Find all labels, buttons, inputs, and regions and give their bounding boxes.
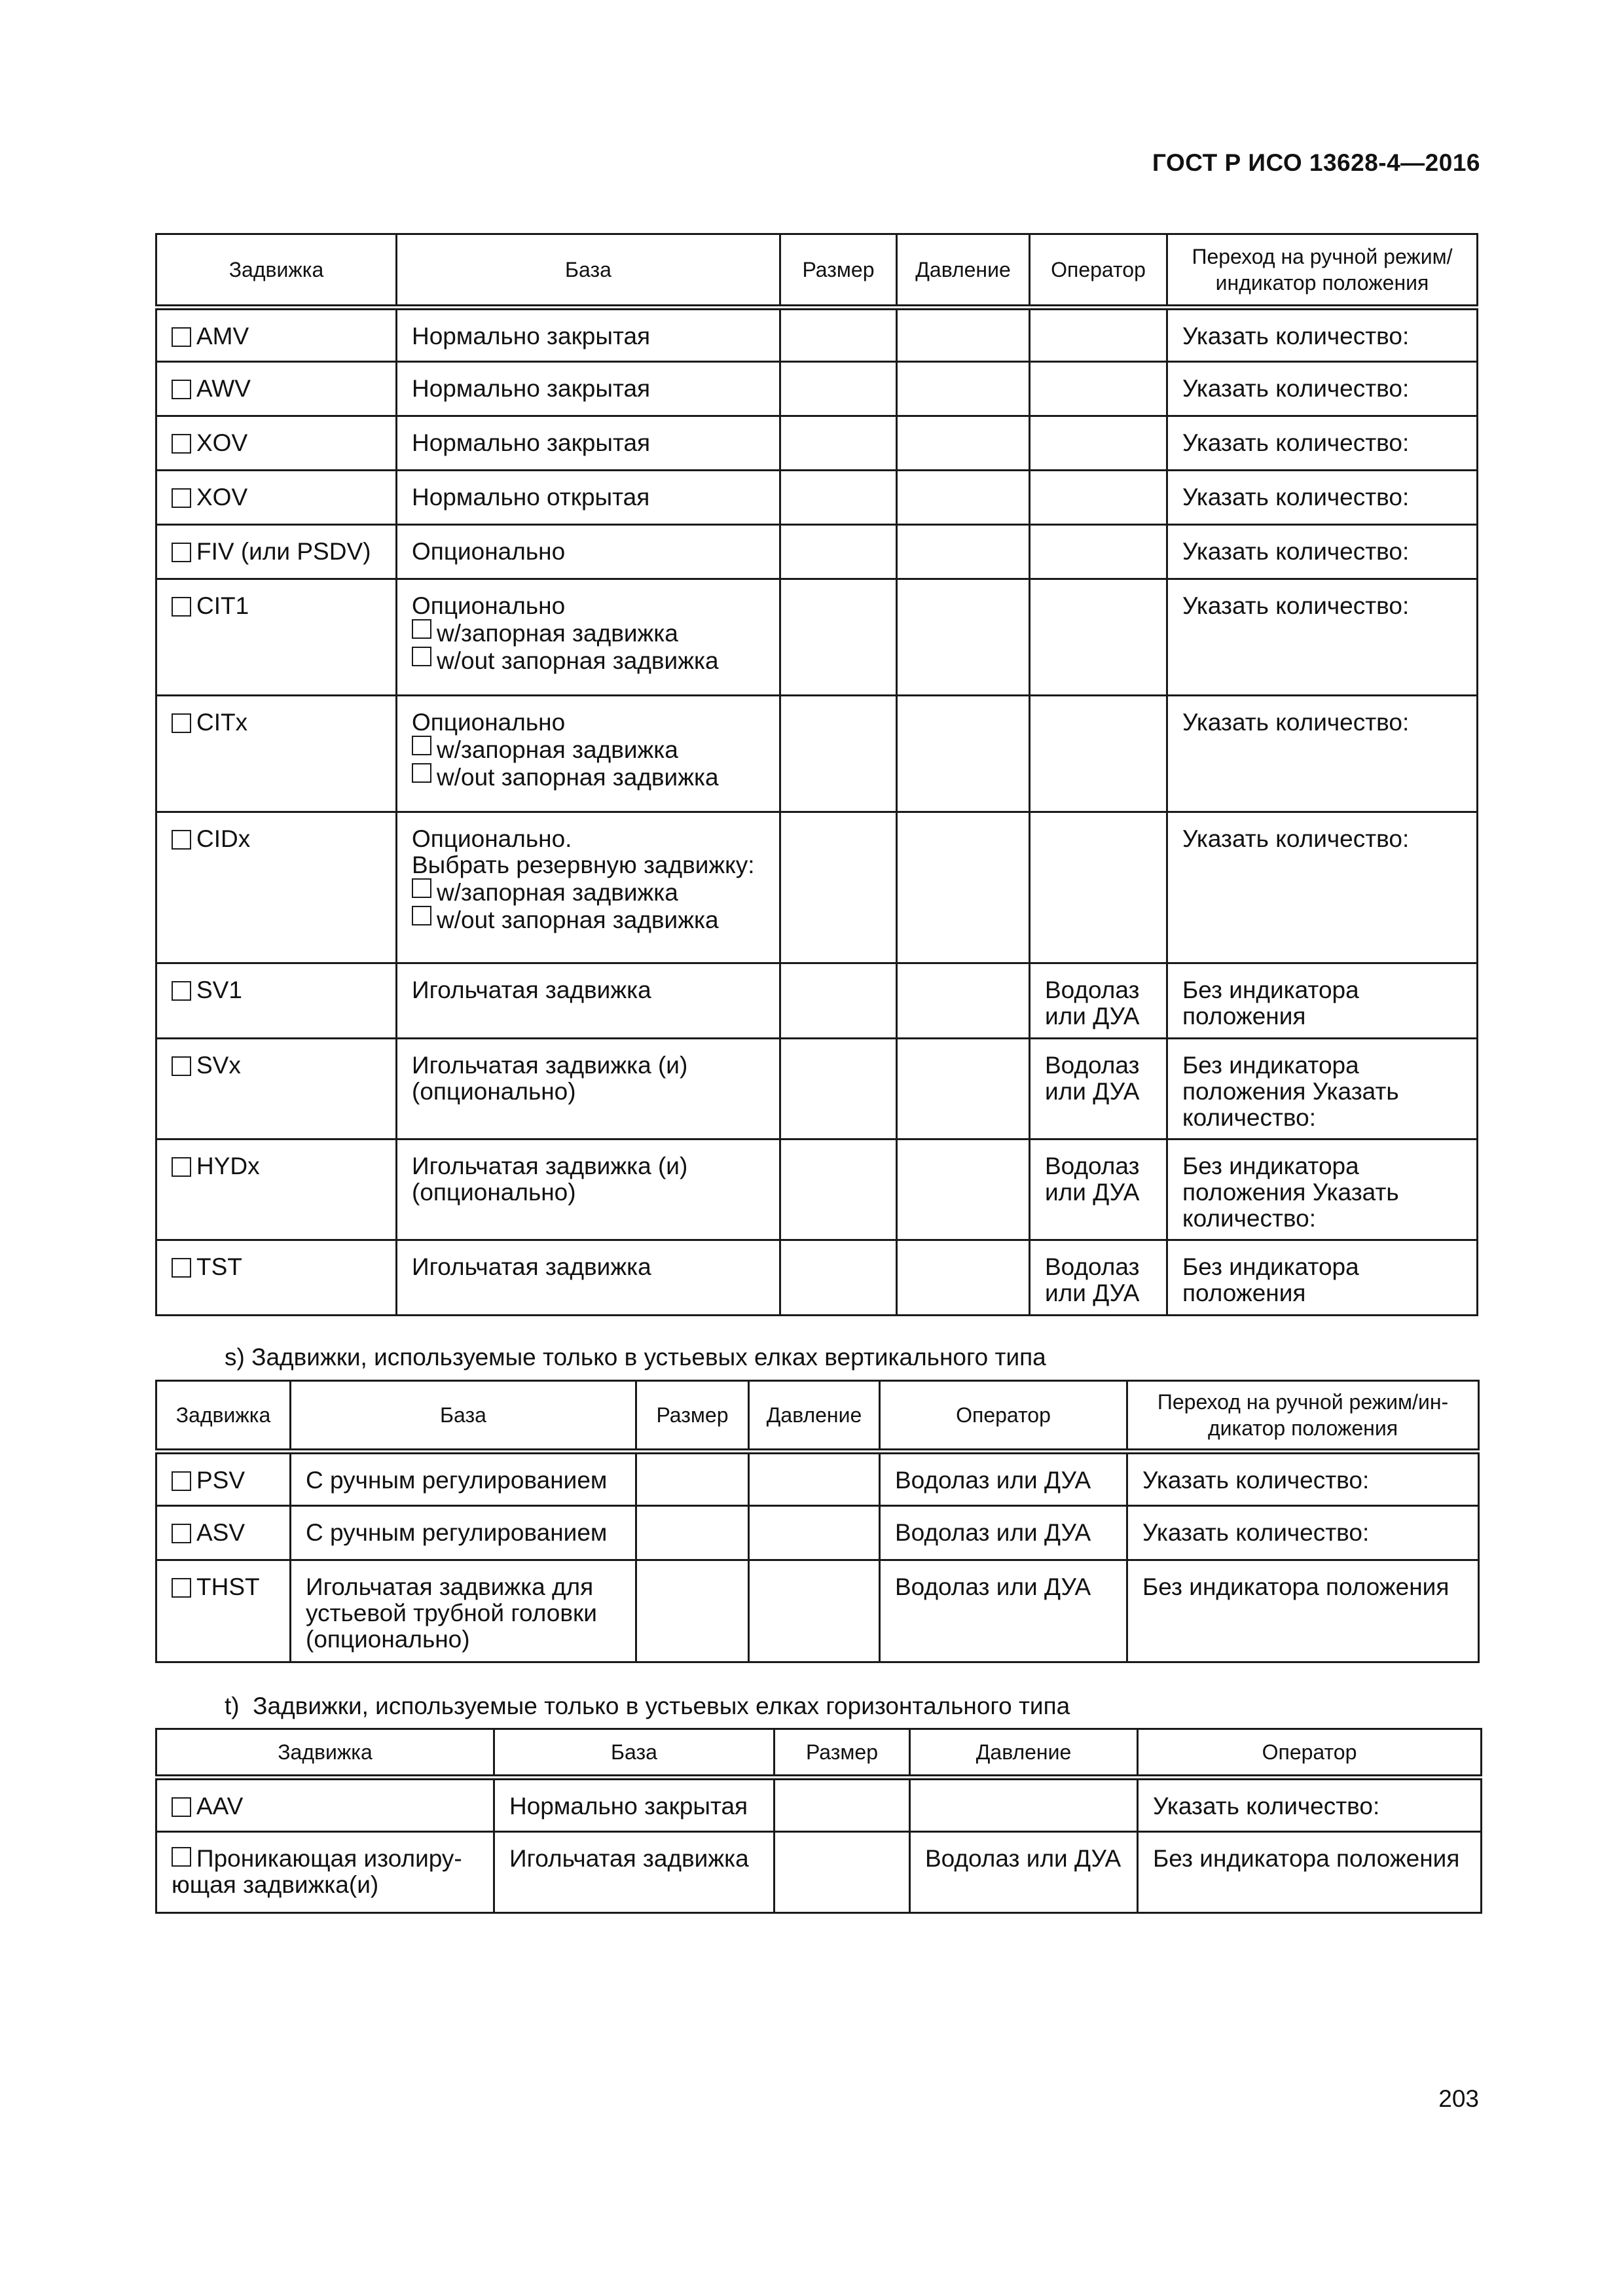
operator-text: Водолаз или ДУА — [895, 1573, 1091, 1600]
checkbox-fiv[interactable] — [172, 543, 191, 562]
base-text: Игольчатая задвижка — [412, 1253, 651, 1280]
valves-table-horizontal — [155, 1728, 1482, 1914]
valve-name: HYDx — [196, 1153, 260, 1179]
pressure-cell[interactable] — [897, 579, 1030, 696]
valve-name: ASV — [196, 1519, 246, 1546]
checkbox-amv[interactable] — [172, 327, 191, 347]
checkbox-awv[interactable] — [172, 380, 191, 399]
pressure-cell[interactable] — [897, 1039, 1030, 1139]
document-header: ГОСТ Р ИСО 13628-4—2016 — [1152, 149, 1480, 176]
col-override-header: Переход на ручной режим/ индикатор положения — [1167, 234, 1478, 308]
pressure-text: Водолаз или ДУА — [925, 1845, 1122, 1872]
table-row — [156, 362, 1478, 416]
base-text: Нормально открытая — [412, 484, 650, 511]
checkbox-xov-closed[interactable] — [172, 434, 191, 454]
col-base-header: База — [494, 1729, 775, 1778]
override-text: Указать количество: — [1182, 484, 1410, 511]
col-valve-header: Задвижка — [156, 1381, 291, 1452]
valve-name: Проникающая изолиру- ющая задвижка(и) — [172, 1845, 462, 1898]
checkbox-asv[interactable] — [172, 1524, 191, 1543]
base-text: Игольчатая задвижка — [509, 1845, 749, 1872]
valve-name: XOV — [196, 429, 248, 456]
checkbox-psv[interactable] — [172, 1471, 191, 1491]
operator-cell[interactable] — [1030, 812, 1167, 963]
valve-name: TST — [196, 1253, 242, 1280]
size-cell[interactable] — [780, 1039, 897, 1139]
pressure-cell[interactable] — [897, 812, 1030, 963]
table-row — [156, 1778, 1482, 1832]
table-row — [156, 579, 1478, 696]
size-cell[interactable] — [780, 696, 897, 812]
override-text: Без индикатора положения — [1182, 977, 1359, 1030]
option-label: w/out запорная задвижка — [437, 647, 719, 674]
table-row — [156, 1832, 1482, 1913]
checkbox-tst[interactable] — [172, 1258, 191, 1278]
pressure-cell[interactable] — [749, 1506, 880, 1560]
base-text: Игольчатая задвижка (и) — [412, 1052, 688, 1079]
operator-cell[interactable] — [1030, 362, 1167, 416]
checkbox-xov-open[interactable] — [172, 488, 191, 508]
operator-cell[interactable] — [1030, 696, 1167, 812]
col-base-header: База — [397, 234, 780, 308]
checkbox-with-isolation[interactable] — [412, 878, 431, 898]
size-cell[interactable] — [780, 812, 897, 963]
col-override-header: Переход на ручной режим/ин- дикатор положения — [1127, 1381, 1479, 1452]
pressure-cell[interactable] — [897, 696, 1030, 812]
base-text: Опционально. — [412, 825, 572, 852]
valve-name: SVx — [196, 1052, 241, 1079]
col-size-header: Размер — [780, 234, 897, 308]
size-cell[interactable] — [780, 1139, 897, 1240]
col-operator-header: Оператор — [1030, 234, 1167, 308]
base-text: Игольчатая задвижка для устьевой трубной головки (опционально) — [306, 1573, 597, 1653]
size-cell[interactable] — [775, 1778, 910, 1832]
size-cell[interactable] — [775, 1832, 910, 1913]
checkbox-without-isolation[interactable] — [412, 763, 431, 783]
col-valve-header: Задвижка — [156, 1729, 494, 1778]
size-cell[interactable] — [780, 525, 897, 579]
base-text: Игольчатая задвижка (и) — [412, 1153, 688, 1179]
size-cell[interactable] — [780, 416, 897, 471]
pressure-cell[interactable] — [749, 1452, 880, 1506]
col-size-header: Размер — [636, 1381, 749, 1452]
pressure-cell[interactable] — [897, 416, 1030, 471]
option-label: w/запорная задвижка — [437, 620, 678, 647]
size-cell[interactable] — [780, 1240, 897, 1316]
override-text: Указать количество: — [1182, 825, 1410, 852]
operator-text: Указать количество: — [1153, 1793, 1380, 1820]
table-row — [156, 696, 1478, 812]
pressure-cell[interactable] — [897, 362, 1030, 416]
col-valve-header: Задвижка — [156, 234, 397, 308]
base-text: Нормально закрытая — [412, 375, 651, 402]
valve-name: AWV — [196, 375, 251, 402]
override-text: Указать количество: — [1182, 709, 1410, 736]
checkbox-aav[interactable] — [172, 1797, 191, 1817]
col-pressure-header: Давление — [897, 234, 1030, 308]
table-row — [156, 1039, 1478, 1139]
checkbox-cit1[interactable] — [172, 597, 191, 617]
col-operator-header: Оператор — [1138, 1729, 1482, 1778]
override-text: Указать количество: — [1182, 592, 1410, 619]
pressure-cell[interactable] — [897, 308, 1030, 362]
table-row — [156, 308, 1478, 362]
table-row — [156, 525, 1478, 579]
operator-text: Без индикатора положения — [1153, 1845, 1460, 1872]
checkbox-hydx[interactable] — [172, 1157, 191, 1177]
size-cell[interactable] — [780, 963, 897, 1039]
operator-cell[interactable] — [1030, 471, 1167, 525]
table-row — [156, 1560, 1479, 1662]
size-cell[interactable] — [636, 1560, 749, 1662]
valve-name: SV1 — [196, 977, 242, 1003]
option-label: w/запорная задвижка — [437, 879, 678, 906]
col-base-header: База — [291, 1381, 636, 1452]
override-text: Без индикатора положения Указать количество: — [1182, 1052, 1399, 1131]
override-text: Без индикатора положения Указать количество: — [1182, 1153, 1399, 1232]
base-text: С ручным регулированием — [306, 1519, 608, 1546]
operator-text: Водолаз или ДУА — [1045, 1052, 1140, 1105]
checkbox-svx[interactable] — [172, 1056, 191, 1076]
table-row — [156, 812, 1478, 963]
page-number: 203 — [1438, 2085, 1479, 2112]
pressure-cell[interactable] — [897, 471, 1030, 525]
table-row — [156, 1139, 1478, 1240]
override-text: Указать количество: — [1182, 375, 1410, 402]
valve-name: AAV — [196, 1793, 244, 1820]
override-text: Указать количество: — [1182, 323, 1410, 350]
checkbox-without-isolation[interactable] — [412, 647, 431, 666]
table-row — [156, 416, 1478, 471]
override-text: Указать количество: — [1182, 538, 1410, 565]
base-text: Опционально — [412, 709, 566, 736]
base-text: Нормально закрытая — [509, 1793, 748, 1820]
base-text: Опционально — [412, 592, 566, 619]
checkbox-penetrating-isolation[interactable] — [172, 1847, 191, 1867]
pressure-cell[interactable] — [897, 525, 1030, 579]
pressure-cell[interactable] — [897, 1240, 1030, 1316]
checkbox-with-isolation[interactable] — [412, 619, 431, 639]
override-text: Без индикатора положения — [1182, 1253, 1359, 1306]
operator-cell[interactable] — [1030, 525, 1167, 579]
checkbox-thst[interactable] — [172, 1578, 191, 1598]
base-text: Опционально — [412, 538, 566, 565]
valve-name: FIV (или PSDV) — [196, 538, 371, 565]
table-row — [156, 1506, 1479, 1560]
pressure-cell[interactable] — [897, 1139, 1030, 1240]
base-text: Нормально закрытая — [412, 323, 651, 350]
base-text: Нормально закрытая — [412, 429, 651, 456]
base-text: Выбрать резервную задвижку: — [412, 852, 755, 878]
valves-table-vertical — [155, 1380, 1480, 1663]
valve-name: PSV — [196, 1467, 246, 1494]
table-row — [156, 471, 1478, 525]
base-text: (опционально) — [412, 1078, 576, 1105]
valve-name: XOV — [196, 484, 248, 511]
checkbox-citx[interactable] — [172, 713, 191, 733]
checkbox-without-isolation[interactable] — [412, 906, 431, 925]
valve-name: CIT1 — [196, 592, 249, 619]
pressure-cell[interactable] — [897, 963, 1030, 1039]
operator-cell[interactable] — [1030, 308, 1167, 362]
table-row — [156, 1452, 1479, 1506]
size-cell[interactable] — [780, 579, 897, 696]
valves-table-main — [155, 233, 1478, 1316]
size-cell[interactable] — [780, 471, 897, 525]
operator-cell[interactable] — [1030, 579, 1167, 696]
option-label: w/запорная задвижка — [437, 736, 678, 763]
operator-text: Водолаз или ДУА — [1045, 977, 1140, 1030]
pressure-cell[interactable] — [749, 1560, 880, 1662]
section-s-caption: s) Задвижки, используемые только в устьевых елках вертикального типа — [225, 1344, 1046, 1371]
operator-cell[interactable] — [1030, 416, 1167, 471]
operator-text: Водолаз или ДУА — [895, 1467, 1091, 1494]
section-t-caption: t) Задвижки, используемые только в устьевых елках горизонтального типа — [225, 1693, 1070, 1719]
pressure-cell[interactable] — [910, 1778, 1138, 1832]
size-cell[interactable] — [636, 1506, 749, 1560]
operator-text: Водолаз или ДУА — [1045, 1253, 1140, 1306]
override-text: Указать количество: — [1142, 1519, 1370, 1546]
valve-name: CITx — [196, 709, 248, 736]
col-pressure-header: Давление — [910, 1729, 1138, 1778]
checkbox-cidx[interactable] — [172, 830, 191, 850]
base-text: Игольчатая задвижка — [412, 977, 651, 1003]
size-cell[interactable] — [780, 308, 897, 362]
checkbox-sv1[interactable] — [172, 981, 191, 1001]
valve-name: CIDx — [196, 825, 251, 852]
base-text: (опционально) — [412, 1179, 576, 1206]
valve-name: THST — [196, 1573, 260, 1600]
base-text: С ручным регулированием — [306, 1467, 608, 1494]
col-size-header: Размер — [775, 1729, 910, 1778]
override-text: Без индикатора положения — [1142, 1573, 1450, 1600]
size-cell[interactable] — [780, 362, 897, 416]
override-text: Указать количество: — [1182, 429, 1410, 456]
col-operator-header: Оператор — [880, 1381, 1127, 1452]
option-label: w/out запорная задвижка — [437, 906, 719, 933]
checkbox-with-isolation[interactable] — [412, 736, 431, 755]
override-text: Указать количество: — [1142, 1467, 1370, 1494]
table-row — [156, 963, 1478, 1039]
option-label: w/out запорная задвижка — [437, 764, 719, 791]
operator-text: Водолаз или ДУА — [1045, 1153, 1140, 1206]
col-pressure-header: Давление — [749, 1381, 880, 1452]
table-row — [156, 1240, 1478, 1316]
size-cell[interactable] — [636, 1452, 749, 1506]
operator-text: Водолаз или ДУА — [895, 1519, 1091, 1546]
valve-name: AMV — [196, 323, 249, 350]
